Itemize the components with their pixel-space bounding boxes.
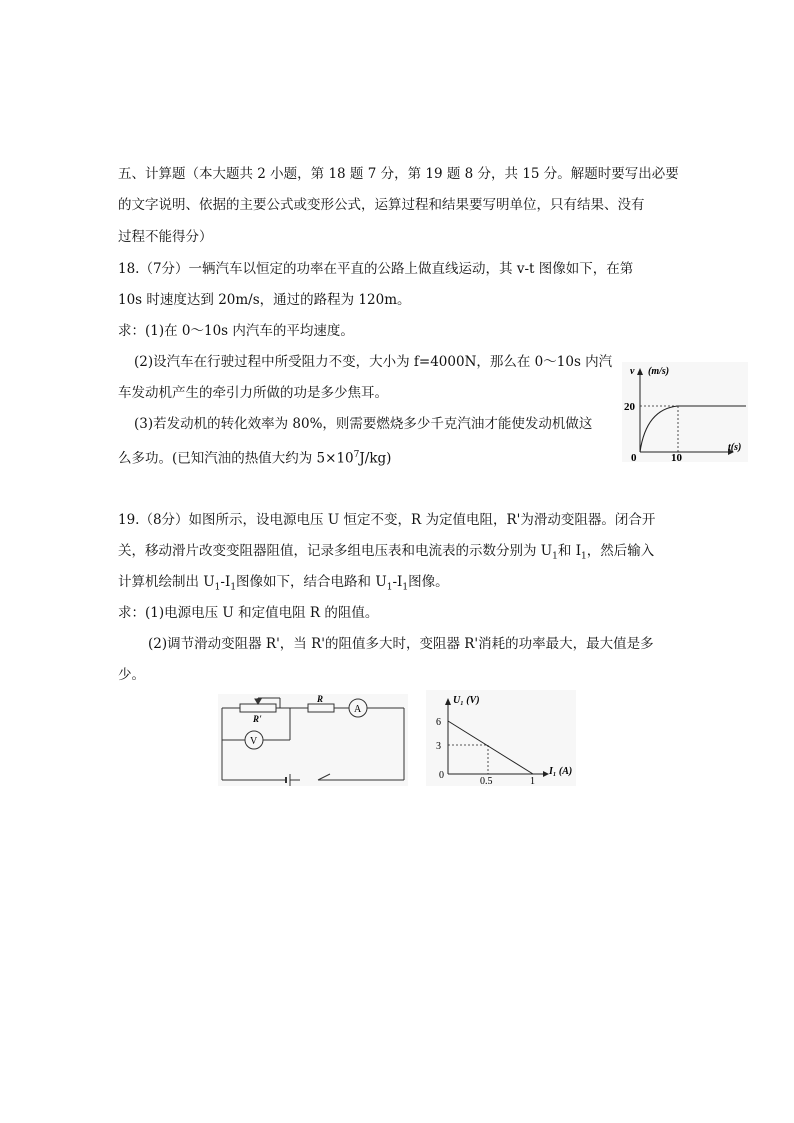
vt-x-tick-10: 10 (671, 452, 682, 462)
q18-line-6: (3)若发动机的转化效率为 80%，则需要燃烧多少千克汽油才能使发动机做这 (134, 416, 593, 432)
section-intro-line-3: 过程不能得分） (118, 229, 213, 245)
ui-y-tick-6: 6 (436, 717, 441, 728)
q19-line-4: 求：(1)电源电压 U 和定值电阻 R 的阻值。 (118, 605, 379, 621)
vt-graph (622, 362, 748, 462)
q18-line-7: 么多功。(已知汽油的热值大约为 $5\times 10^7J/kg$) (118, 450, 392, 467)
q19-line-2: 关，移动滑片改变变阻器阻值，记录多组电压表和电流表的示数分别为 $U_1$和 $I_1$，然后输入 (118, 543, 655, 562)
vt-y-arrow (637, 368, 643, 375)
vt-x-label: t(s) (728, 442, 742, 453)
ui-y-tick-3: 3 (436, 741, 441, 752)
q18-line-2: 10s 时速度达到 20m/s，通过的路程为 120m。 (118, 292, 411, 308)
vt-origin: 0 (631, 452, 637, 462)
ammeter-label: A (354, 704, 362, 715)
resistor-label: R (317, 694, 324, 704)
q18-line-1: 18.（7分）一辆汽车以恒定的功率在平直的公路上做直线运动，其 v-t 图像如下，在第 (118, 261, 634, 277)
rheostat-symbol (240, 704, 276, 712)
ui-x-label: I₁ (A) (549, 766, 573, 777)
voltmeter-label: V (250, 736, 258, 747)
section-intro-line-2: 的文字说明、依据的主要公式或变形公式，运算过程和结果要写明单位，只有结果、没有 (118, 197, 645, 213)
circuit-svg (218, 694, 408, 786)
ui-graph-svg (426, 690, 576, 786)
resistor-symbol (308, 704, 334, 712)
section-intro-line-1: 五、计算题（本大题共 2 小题，第 18 题 7 分，第 19 题 8 分，共 15 分。解题时要写出必要 (118, 166, 679, 182)
ui-y-arrow (445, 698, 451, 705)
ui-line (448, 721, 533, 774)
ui-x-tick-1: 1 (530, 776, 535, 786)
q18-line-3: 求：(1)在 0～10s 内汽车的平均速度。 (118, 323, 354, 339)
q18-line-5: 车发动机产生的牵引力所做的功是多少焦耳。 (118, 385, 388, 401)
ui-x-tick-05: 0.5 (480, 776, 493, 786)
q19-line-1: 19.（8分）如图所示，设电源电压 U 恒定不变，R 为定值电阻，R'为滑动变阻器。闭合开 (118, 512, 656, 528)
q19-line-6: 少。 (118, 667, 145, 683)
ui-graph (426, 690, 576, 786)
vt-y-unit: (m/s) (648, 366, 670, 377)
q19-line-3: 计算机绘制出 $U_1-I_1$图像如下，结合电路和 $U_1-I_1$图像。 (118, 574, 449, 593)
ui-origin: 0 (439, 770, 444, 781)
ui-y-label: U₁ (V) (453, 695, 480, 706)
circuit-diagram (218, 694, 408, 786)
vt-y-tick-20: 20 (624, 401, 635, 413)
vt-y-label: v (630, 366, 635, 377)
q19-line-5: (2)调节滑动变阻器 R'，当 R'的阻值多大时，变阻器 R'消耗的功率最大，最大值是多 (148, 636, 654, 652)
switch-symbol (318, 774, 330, 780)
rheostat-label: R' (253, 714, 262, 724)
slider-arrow (255, 699, 261, 704)
vt-graph-svg (622, 362, 748, 462)
q18-line-4: (2)设汽车在行驶过程中所受阻力不变，大小为 f=4000N，那么在 0～10s 内汽 (134, 354, 613, 370)
